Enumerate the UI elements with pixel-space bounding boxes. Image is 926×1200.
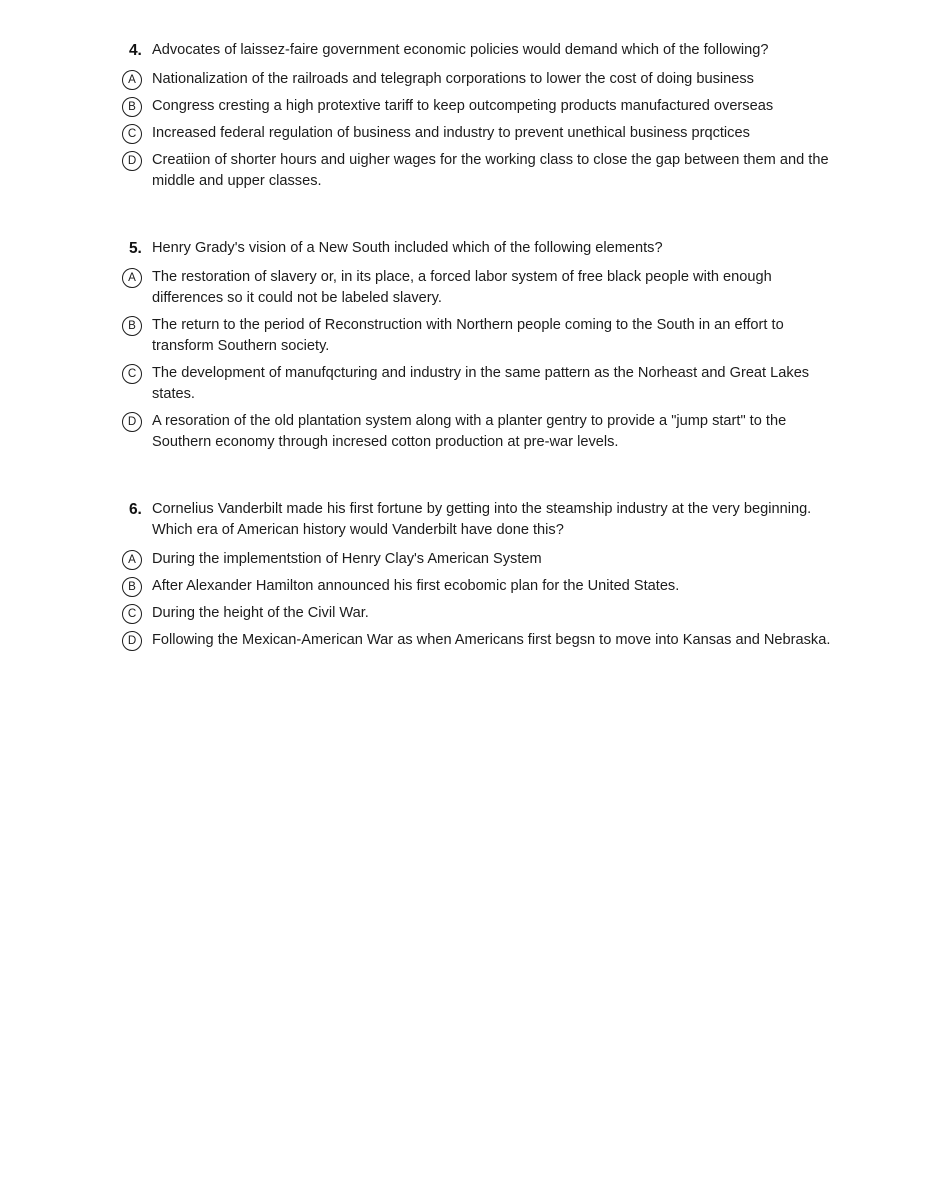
question-stem-row [122, 238, 846, 259]
question-number: 5. [129, 240, 142, 257]
question-stem-text: Henry Grady's vision of a New South included which of the following elements? [152, 240, 663, 256]
question-block [122, 499, 846, 651]
option-text: A resoration of the old plantation system along with a planter gentry to provide a "jump start" to the Southern economy through incresed cotton production at pre-war levels. [152, 413, 787, 450]
option-marker [122, 603, 152, 624]
option-marker [122, 576, 152, 597]
option-letter-circle-icon[interactable]: A [122, 70, 142, 90]
option-marker [122, 630, 152, 651]
option-row[interactable] [122, 96, 846, 117]
option-text: During the height of the Civil War. [152, 605, 369, 621]
option-marker [122, 411, 152, 432]
question-number: 6. [129, 501, 142, 518]
option-row[interactable] [122, 549, 846, 570]
question-stem-row [122, 499, 846, 541]
option-letter-circle-icon[interactable]: C [122, 124, 142, 144]
option-marker [122, 123, 152, 144]
option-text: The return to the period of Reconstruction with Northern people coming to the South in an effort to transform Southern society. [152, 317, 784, 354]
option-row[interactable] [122, 69, 846, 90]
option-row[interactable] [122, 363, 846, 405]
option-marker [122, 96, 152, 117]
option-letter-circle-icon[interactable]: C [122, 364, 142, 384]
option-text: Increased federal regulation of business and industry to prevent unethical business prqctices [152, 125, 750, 141]
option-text: The development of manufqcturing and industry in the same pattern as the Norheast and Great Lakes states. [152, 365, 810, 402]
option-row[interactable] [122, 315, 846, 357]
option-text: Following the Mexican-American War as when Americans first begsn to move into Kansas and Nebraska. [152, 632, 831, 648]
option-letter-circle-icon[interactable]: D [122, 412, 142, 432]
option-letter-circle-icon[interactable]: B [122, 97, 142, 117]
question-block [122, 40, 846, 192]
option-marker [122, 549, 152, 570]
option-text: Creatiion of shorter hours and uigher wages for the working class to close the gap between them and the middle and upper classes. [152, 152, 829, 189]
question-stem-text: Advocates of laissez-faire government economic policies would demand which of the following? [152, 42, 769, 58]
option-row[interactable] [122, 150, 846, 192]
option-row[interactable] [122, 630, 846, 651]
option-marker [122, 69, 152, 90]
option-letter-circle-icon[interactable]: D [122, 631, 142, 651]
option-text: During the implementstion of Henry Clay's American System [152, 551, 542, 567]
option-row[interactable] [122, 576, 846, 597]
option-marker [122, 363, 152, 384]
option-text: Nationalization of the railroads and telegraph corporations to lower the cost of doing business [152, 71, 754, 87]
option-letter-circle-icon[interactable]: B [122, 577, 142, 597]
option-marker [122, 150, 152, 171]
option-letter-circle-icon[interactable]: C [122, 604, 142, 624]
question-stem-row [122, 40, 846, 61]
question-number: 4. [129, 42, 142, 59]
question-block [122, 238, 846, 453]
option-text: Congress cresting a high protextive tariff to keep outcompeting products manufactured overseas [152, 98, 774, 114]
question-stem-text: Cornelius Vanderbilt made his first fortune by getting into the steamship industry at the very beginning. Which era of American history would Vanderbilt have done this? [152, 501, 812, 538]
option-letter-circle-icon[interactable]: D [122, 151, 142, 171]
option-text: The restoration of slavery or, in its place, a forced labor system of free black people with enough differences so it could not be labeled slavery. [152, 269, 772, 306]
page-bottom-whitespace [122, 697, 846, 698]
option-letter-circle-icon[interactable]: B [122, 316, 142, 336]
option-row[interactable] [122, 603, 846, 624]
option-row[interactable] [122, 411, 846, 453]
option-marker [122, 267, 152, 288]
option-letter-circle-icon[interactable]: A [122, 268, 142, 288]
option-letter-circle-icon[interactable]: A [122, 550, 142, 570]
option-text: After Alexander Hamilton announced his first ecobomic plan for the United States. [152, 578, 680, 594]
option-row[interactable] [122, 123, 846, 144]
option-marker [122, 315, 152, 336]
option-row[interactable] [122, 267, 846, 309]
